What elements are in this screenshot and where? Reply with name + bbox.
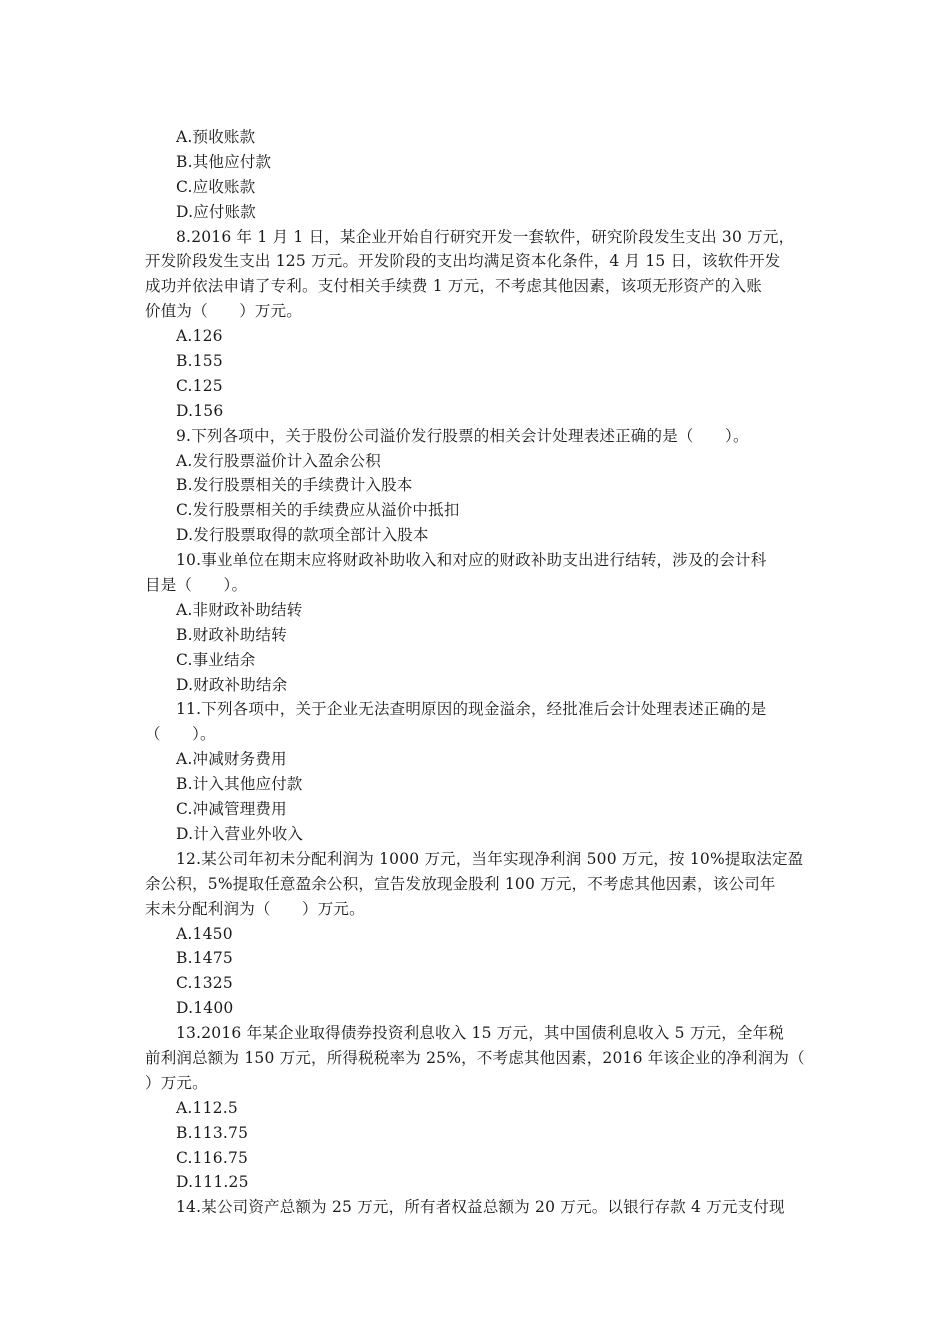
q10-stem-line: 10.事业单位在期末应将财政补助收入和对应的财政补助支出进行结转，涉及的会计科 (176, 551, 767, 570)
q8-option-a: A.126 (176, 327, 223, 346)
q13-stem-line: 13.2016 年某企业取得债券投资利息收入 15 万元，其中国债利息收入 5 万元，全年税 (176, 1024, 785, 1043)
q8-stem-line: 8.2016 年 1 月 1 日，某企业开始自行研究开发一套软件，研究阶段发生支出 30 万元， (176, 227, 795, 246)
q7-option-d: D.应付账款 (176, 202, 257, 221)
q9-option-c: C.发行股票相关的手续费应从溢价中抵扣 (176, 501, 460, 520)
q7-option-a: A.预收账款 (176, 128, 256, 146)
q13-option-a: A.112.5 (176, 1098, 238, 1117)
q7-option-b: B.其他应付款 (176, 152, 272, 171)
question-14 (145, 1195, 810, 1220)
q11-option-b: B.计入其他应付款 (176, 775, 303, 794)
question-12 (145, 847, 810, 1021)
q8-option-d: D.156 (176, 401, 224, 420)
question-7-options (145, 125, 810, 225)
q11-option-d: D.计入营业外收入 (176, 824, 304, 843)
question-10 (145, 548, 810, 697)
question-11 (145, 697, 810, 846)
q8-stem-line: 价值为（ ）万元。 (145, 302, 303, 321)
q7-option-c: C.应收账款 (176, 177, 256, 196)
q12-option-c: C.1325 (176, 974, 233, 993)
q8-option-c: C.125 (176, 376, 223, 395)
q8-option-b: B.155 (176, 352, 223, 371)
q8-stem-line: 开发阶段发生支出 125 万元。开发阶段的支出均满足资本化条件，4 月 15 日，该软件开发 (145, 252, 781, 271)
q13-option-b: B.113.75 (176, 1123, 249, 1142)
q9-stem-line: 9.下列各项中，关于股份公司溢价发行股票的相关会计处理表述正确的是（ ）。 (176, 426, 749, 445)
q12-option-a: A.1450 (176, 924, 233, 943)
q10-option-c: C.事业结余 (176, 650, 256, 669)
q12-stem-line: 末未分配利润为（ ）万元。 (145, 899, 365, 918)
q12-option-d: D.1400 (176, 999, 234, 1018)
question-13 (145, 1021, 810, 1195)
q12-stem-line: 余公积，5%提取任意盈余公积，宣告发放现金股利 100 万元，不考虑其他因素，该公司年 (145, 874, 776, 893)
document-page (145, 125, 810, 1220)
q13-option-d: D.111.25 (176, 1173, 249, 1192)
q8-stem-line: 成功并依法申请了专利。支付相关手续费 1 万元，不考虑其他因素，该项无形资产的入账 (145, 277, 762, 296)
q11-option-a: A.冲减财务费用 (176, 750, 287, 769)
q10-option-d: D.财政补助结余 (176, 675, 288, 694)
q10-option-b: B.财政补助结转 (176, 625, 287, 644)
q11-stem-line: （ ）。 (145, 725, 216, 744)
q12-option-b: B.1475 (176, 949, 233, 968)
q11-option-c: C.冲减管理费用 (176, 800, 287, 819)
question-8 (145, 225, 810, 424)
q10-stem-line: 目是（ ）。 (145, 576, 248, 595)
q10-option-a: A.非财政补助结转 (176, 600, 303, 619)
q11-stem-line: 11.下列各项中，关于企业无法查明原因的现金溢余，经批准后会计处理表述正确的是 (176, 700, 767, 719)
q9-option-b: B.发行股票相关的手续费计入股本 (176, 476, 413, 495)
q12-stem-line: 12.某公司年初未分配利润为 1000 万元，当年实现净利润 500 万元，按 10%提取法定盈 (176, 849, 804, 868)
q9-option-a: A.发行股票溢价计入盈余公积 (176, 451, 381, 470)
q13-option-c: C.116.75 (176, 1148, 249, 1167)
q9-option-d: D.发行股票取得的款项全部计入股本 (176, 526, 429, 545)
q13-stem-line: 前利润总额为 150 万元，所得税税率为 25%，不考虑其他因素，2016 年该企业的净利润为（ (145, 1048, 805, 1067)
q14-stem-line: 14.某公司资产总额为 25 万元，所有者权益总额为 20 万元。以银行存款 4 万元支付现 (176, 1198, 785, 1217)
question-9 (145, 424, 810, 548)
q13-stem-line: ）万元。 (145, 1073, 208, 1092)
